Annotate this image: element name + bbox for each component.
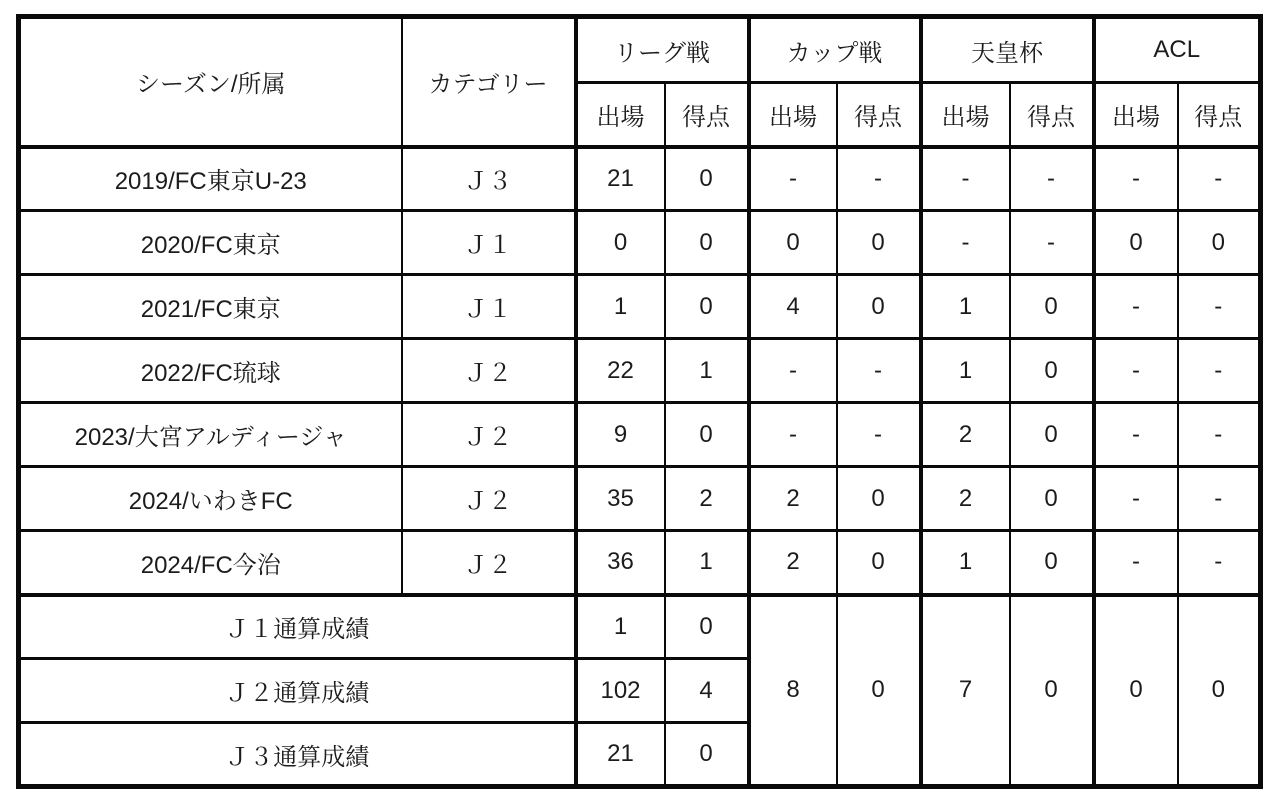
table-row bbox=[19, 403, 1261, 467]
totals-league-apps: 102 bbox=[576, 659, 665, 723]
acl-goals-cell: - bbox=[1178, 147, 1261, 211]
emperors-apps-cell: - bbox=[921, 147, 1010, 211]
totals-emperors-apps: 7 bbox=[921, 595, 1010, 787]
acl-goals-cell: - bbox=[1178, 467, 1261, 531]
acl-apps-cell: 0 bbox=[1094, 211, 1178, 275]
league-goals-cell: 2 bbox=[665, 467, 749, 531]
category-cell: Ｊ２ bbox=[402, 339, 576, 403]
league-apps-cell: 22 bbox=[576, 339, 665, 403]
acl-apps-cell: - bbox=[1094, 147, 1178, 211]
subheader-cup-goals: 得点 bbox=[837, 83, 921, 147]
totals-row-j1 bbox=[19, 595, 1261, 659]
cup-apps-cell: 4 bbox=[749, 275, 837, 339]
subheader-league-goals: 得点 bbox=[665, 83, 749, 147]
table-row bbox=[19, 147, 1261, 211]
season-cell: 2021/FC東京 bbox=[19, 275, 402, 339]
totals-rows bbox=[19, 595, 1261, 787]
league-apps-cell: 36 bbox=[576, 531, 665, 595]
category-cell: Ｊ３ bbox=[402, 147, 576, 211]
totals-label: Ｊ２通算成績 bbox=[19, 659, 576, 723]
emperors-apps-cell: 1 bbox=[921, 339, 1010, 403]
acl-apps-cell: - bbox=[1094, 275, 1178, 339]
cup-apps-cell: - bbox=[749, 339, 837, 403]
league-goals-cell: 0 bbox=[665, 147, 749, 211]
category-cell: Ｊ１ bbox=[402, 211, 576, 275]
acl-apps-cell: - bbox=[1094, 531, 1178, 595]
category-cell: Ｊ２ bbox=[402, 403, 576, 467]
table-header bbox=[19, 17, 1261, 147]
acl-goals-cell: - bbox=[1178, 275, 1261, 339]
subheader-league-apps: 出場 bbox=[576, 83, 665, 147]
cup-goals-cell: 0 bbox=[837, 275, 921, 339]
emperors-apps-cell: 2 bbox=[921, 467, 1010, 531]
category-cell: Ｊ２ bbox=[402, 531, 576, 595]
subheader-emperors-apps: 出場 bbox=[921, 83, 1010, 147]
totals-acl-goals: 0 bbox=[1178, 595, 1261, 787]
career-stats-table-container bbox=[16, 14, 1263, 789]
table-row bbox=[19, 275, 1261, 339]
acl-apps-cell: - bbox=[1094, 339, 1178, 403]
emperors-goals-cell: 0 bbox=[1010, 339, 1094, 403]
subheader-emperors-goals: 得点 bbox=[1010, 83, 1094, 147]
season-cell: 2024/FC今治 bbox=[19, 531, 402, 595]
league-goals-cell: 1 bbox=[665, 531, 749, 595]
emperors-goals-cell: - bbox=[1010, 211, 1094, 275]
table-row bbox=[19, 531, 1261, 595]
career-stats-table bbox=[16, 14, 1263, 789]
season-cell: 2024/いわきFC bbox=[19, 467, 402, 531]
emperors-apps-cell: - bbox=[921, 211, 1010, 275]
league-apps-cell: 1 bbox=[576, 275, 665, 339]
subheader-acl-apps: 出場 bbox=[1094, 83, 1178, 147]
acl-goals-cell: - bbox=[1178, 339, 1261, 403]
league-goals-cell: 0 bbox=[665, 403, 749, 467]
league-goals-cell: 1 bbox=[665, 339, 749, 403]
emperors-goals-cell: 0 bbox=[1010, 531, 1094, 595]
league-apps-cell: 21 bbox=[576, 147, 665, 211]
acl-apps-cell: - bbox=[1094, 467, 1178, 531]
cup-goals-cell: - bbox=[837, 147, 921, 211]
season-cell: 2019/FC東京U-23 bbox=[19, 147, 402, 211]
season-cell: 2023/大宮アルディージャ bbox=[19, 403, 402, 467]
totals-league-goals: 0 bbox=[665, 595, 749, 659]
league-apps-cell: 9 bbox=[576, 403, 665, 467]
cup-goals-cell: 0 bbox=[837, 467, 921, 531]
table-row bbox=[19, 467, 1261, 531]
totals-label: Ｊ１通算成績 bbox=[19, 595, 576, 659]
emperors-goals-cell: - bbox=[1010, 147, 1094, 211]
cup-apps-cell: 0 bbox=[749, 211, 837, 275]
header-cup: カップ戦 bbox=[749, 17, 921, 83]
league-apps-cell: 35 bbox=[576, 467, 665, 531]
acl-goals-cell: - bbox=[1178, 403, 1261, 467]
category-cell: Ｊ１ bbox=[402, 275, 576, 339]
totals-league-apps: 21 bbox=[576, 723, 665, 787]
season-cell: 2022/FC琉球 bbox=[19, 339, 402, 403]
table-row bbox=[19, 339, 1261, 403]
header-category: カテゴリー bbox=[402, 17, 576, 147]
league-apps-cell: 0 bbox=[576, 211, 665, 275]
totals-league-apps: 1 bbox=[576, 595, 665, 659]
totals-cup-goals: 0 bbox=[837, 595, 921, 787]
totals-label: Ｊ３通算成績 bbox=[19, 723, 576, 787]
header-emperors-cup: 天皇杯 bbox=[921, 17, 1094, 83]
subheader-acl-goals: 得点 bbox=[1178, 83, 1261, 147]
league-goals-cell: 0 bbox=[665, 275, 749, 339]
totals-emperors-goals: 0 bbox=[1010, 595, 1094, 787]
totals-cup-apps: 8 bbox=[749, 595, 837, 787]
header-acl: ACL bbox=[1094, 17, 1261, 83]
cup-apps-cell: - bbox=[749, 147, 837, 211]
cup-apps-cell: 2 bbox=[749, 531, 837, 595]
cup-apps-cell: 2 bbox=[749, 467, 837, 531]
emperors-goals-cell: 0 bbox=[1010, 275, 1094, 339]
cup-goals-cell: 0 bbox=[837, 211, 921, 275]
header-league: リーグ戦 bbox=[576, 17, 749, 83]
emperors-goals-cell: 0 bbox=[1010, 403, 1094, 467]
league-goals-cell: 0 bbox=[665, 211, 749, 275]
subheader-cup-apps: 出場 bbox=[749, 83, 837, 147]
season-cell: 2020/FC東京 bbox=[19, 211, 402, 275]
acl-goals-cell: 0 bbox=[1178, 211, 1261, 275]
acl-apps-cell: - bbox=[1094, 403, 1178, 467]
emperors-apps-cell: 2 bbox=[921, 403, 1010, 467]
season-rows bbox=[19, 147, 1261, 595]
totals-league-goals: 4 bbox=[665, 659, 749, 723]
header-season-club: シーズン/所属 bbox=[19, 17, 402, 147]
cup-apps-cell: - bbox=[749, 403, 837, 467]
cup-goals-cell: 0 bbox=[837, 531, 921, 595]
totals-league-goals: 0 bbox=[665, 723, 749, 787]
table-row bbox=[19, 211, 1261, 275]
emperors-apps-cell: 1 bbox=[921, 531, 1010, 595]
totals-acl-apps: 0 bbox=[1094, 595, 1178, 787]
acl-goals-cell: - bbox=[1178, 531, 1261, 595]
emperors-apps-cell: 1 bbox=[921, 275, 1010, 339]
cup-goals-cell: - bbox=[837, 339, 921, 403]
emperors-goals-cell: 0 bbox=[1010, 467, 1094, 531]
category-cell: Ｊ２ bbox=[402, 467, 576, 531]
cup-goals-cell: - bbox=[837, 403, 921, 467]
